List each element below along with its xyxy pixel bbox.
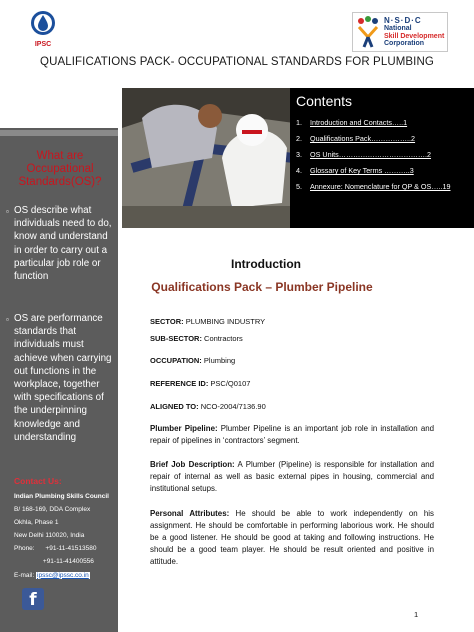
nsdc-logo bbox=[352, 12, 448, 52]
para-text: He should be able to work independently on his assignment. He should be comfortable in performing laborious work. He should be a good listener. He should be good at taking and following instructions. He should be a good team player. He should be result oriented and positive in attitude. bbox=[150, 509, 434, 566]
reference-label: REFERENCE ID: bbox=[150, 379, 209, 388]
qp-title: Qualifications Pack – Plumber Pipeline bbox=[151, 280, 373, 294]
sector-label: SECTOR: bbox=[150, 317, 184, 326]
contents-item-number: 4. bbox=[296, 166, 302, 175]
sidebar-stripe bbox=[0, 130, 118, 136]
ipsc-logo-text: IPSC bbox=[34, 41, 52, 48]
contact-line: B/ 168-169, DDA Complex bbox=[14, 506, 91, 514]
sidebar-heading: What are Occupational Standards(OS)? bbox=[18, 150, 102, 188]
bullet-square-icon: ▫ bbox=[6, 315, 9, 324]
ipsc-logo-icon bbox=[30, 10, 56, 50]
contents-item[interactable] bbox=[296, 115, 474, 131]
contents-item-link[interactable]: OS Units……………………………….2 bbox=[310, 150, 432, 159]
aligned-field bbox=[150, 402, 266, 411]
para-label: Personal Attributes: bbox=[150, 509, 230, 518]
contact-title: Contact Us: bbox=[14, 476, 62, 486]
contact-line: +91-11-41400556 bbox=[14, 558, 94, 566]
sidebar-bullet-text: OS are performance standards that individuals must achieve when carrying out functions in the workplace, together with specifications of the underpinning knowledge and understanding bbox=[14, 313, 112, 443]
page-title: QUALIFICATIONS PACK- OCCUPATIONAL STANDARDS FOR PLUMBING bbox=[40, 56, 434, 68]
reference-value: PSC/Q0107 bbox=[208, 379, 251, 388]
contents-panel bbox=[290, 88, 474, 228]
subsector-label: SUB-SECTOR: bbox=[150, 334, 202, 343]
job-description-paragraph bbox=[150, 459, 434, 495]
sidebar-bullet-1 bbox=[6, 204, 114, 283]
facebook-icon[interactable]: f bbox=[22, 588, 44, 610]
bullet-square-icon: ▫ bbox=[6, 207, 9, 216]
contact-org: Indian Plumbing Skills Council bbox=[14, 493, 109, 500]
nsdc-abbr: N·S·D·C bbox=[384, 15, 422, 25]
contents-item[interactable] bbox=[296, 147, 474, 163]
page-header bbox=[0, 0, 474, 82]
nsdc-logo-icon bbox=[355, 15, 381, 49]
plumbers-photo bbox=[122, 88, 294, 228]
para-text: Plumber Pipeline is an important job role in installation and repair of pipelines in ‘contractors’ segment. bbox=[150, 424, 434, 445]
email-label: E-mail: bbox=[14, 571, 37, 579]
email-link[interactable]: ipssc@ipssc.co.in bbox=[37, 571, 89, 579]
subsector-field bbox=[150, 334, 243, 343]
contents-item-link[interactable]: Glossary of Key Terms ………..3 bbox=[310, 166, 414, 175]
contents-item[interactable] bbox=[296, 131, 474, 147]
nsdc-line-2: Skill Development bbox=[384, 32, 445, 40]
intro-heading: Introduction bbox=[231, 257, 301, 271]
occupation-field bbox=[150, 356, 235, 365]
contact-email-row bbox=[14, 569, 109, 582]
contents-title: Contents bbox=[296, 93, 353, 109]
aligned-value: NCO-2004/7136.90 bbox=[198, 402, 266, 411]
para-label: Plumber Pipeline: bbox=[150, 424, 218, 433]
aligned-label: ALIGNED TO: bbox=[150, 402, 199, 411]
nsdc-line-1: National bbox=[384, 25, 412, 33]
sector-field bbox=[150, 317, 265, 326]
contact-line: Phone: +91-11-41513580 bbox=[14, 545, 97, 553]
contents-item-number: 2. bbox=[296, 134, 302, 143]
contents-item-link[interactable]: Annexure: Nomenclature for QP & OS…..19 bbox=[310, 182, 451, 191]
contents-item-link[interactable]: Qualifications Pack……………..2 bbox=[310, 134, 416, 143]
contact-line: New Delhi 110020, India bbox=[14, 532, 85, 540]
occupation-value: Plumbing bbox=[201, 356, 236, 365]
personal-attributes-paragraph bbox=[150, 508, 434, 568]
sector-value: PLUMBING INDUSTRY bbox=[183, 317, 266, 326]
page-number: 1 bbox=[414, 610, 419, 619]
contents-item[interactable] bbox=[296, 163, 474, 179]
sidebar-bullet-2 bbox=[6, 312, 114, 444]
sidebar-bullet-text: OS describe what individuals need to do, know and understand in order to carry out a particular job role or function bbox=[14, 205, 112, 283]
subsector-value: Contractors bbox=[201, 334, 243, 343]
occupation-label: OCCUPATION: bbox=[150, 356, 202, 365]
contents-item-number: 3. bbox=[296, 150, 302, 159]
contents-item[interactable] bbox=[296, 179, 474, 195]
para-text: A Plumber (Pipeline) is responsible for installation and repair of internal as well as basic external pipes in housing, commercial and institutional setups. bbox=[150, 460, 434, 493]
contents-item-number: 1. bbox=[296, 118, 302, 127]
contact-details bbox=[14, 490, 109, 582]
contact-line: Okhla, Phase 1 bbox=[14, 519, 59, 527]
contents-item-number: 5. bbox=[296, 182, 302, 191]
reference-field bbox=[150, 379, 250, 388]
nsdc-line-3: Corporation bbox=[384, 39, 425, 47]
plumber-pipeline-paragraph bbox=[150, 423, 434, 447]
para-label: Brief Job Description: bbox=[150, 460, 235, 469]
contents-item-link[interactable]: Introduction and Contacts…..1 bbox=[310, 118, 408, 127]
